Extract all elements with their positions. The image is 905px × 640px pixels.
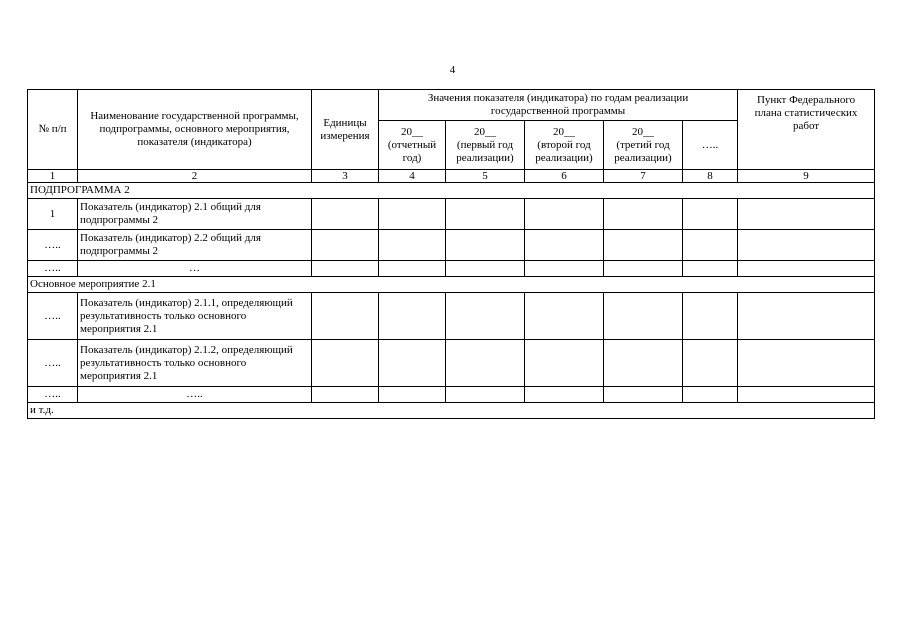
cell (683, 261, 738, 277)
cell (446, 293, 525, 340)
cell (525, 340, 604, 387)
cell (604, 293, 683, 340)
cell (379, 261, 446, 277)
table-row (28, 261, 875, 277)
cell (604, 261, 683, 277)
column-number-row (28, 170, 875, 183)
year-desc: (отчетный год) (387, 138, 437, 164)
cell (446, 261, 525, 277)
cell (604, 199, 683, 230)
table-row (28, 340, 875, 387)
year-desc: (первый год реализации) (456, 138, 514, 164)
header-num: № п/п (28, 90, 78, 170)
cell (379, 340, 446, 387)
cell (312, 199, 379, 230)
section-row (28, 183, 875, 199)
cell (738, 340, 875, 387)
header-name: Наименование государственной программы, подпрограммы, основного мероприятия, показателя (индикатора) (78, 90, 312, 170)
year-label: 20__ (632, 125, 654, 138)
cell (446, 387, 525, 403)
column-number: 6 (525, 170, 604, 183)
cell (683, 340, 738, 387)
year-label: 20__ (553, 125, 575, 138)
indicators-table (27, 89, 875, 419)
row-num: ….. (28, 261, 78, 277)
cell (604, 230, 683, 261)
table-row (28, 387, 875, 403)
cell (379, 293, 446, 340)
header-row-1 (28, 90, 875, 121)
column-number: 4 (379, 170, 446, 183)
cell (683, 293, 738, 340)
row-num: ….. (28, 293, 78, 340)
row-num: ….. (28, 387, 78, 403)
cell (312, 230, 379, 261)
column-number: 5 (446, 170, 525, 183)
cell (683, 387, 738, 403)
column-number: 7 (604, 170, 683, 183)
column-number: 1 (28, 170, 78, 183)
cell (738, 230, 875, 261)
cell (738, 261, 875, 277)
row-num: 1 (28, 199, 78, 230)
row-name: Показатель (индикатор) 2.1.2, определяющий результативность только основного мероприятия 2.1 (78, 340, 312, 387)
cell (312, 387, 379, 403)
column-number: 9 (738, 170, 875, 183)
row-name: … (78, 261, 312, 277)
row-name: ….. (78, 387, 312, 403)
row-name: Показатель (индикатор) 2.2 общий для подпрограммы 2 (78, 230, 312, 261)
section-title: ПОДПРОГРАММА 2 (28, 183, 875, 199)
section-row (28, 403, 875, 419)
row-name: Показатель (индикатор) 2.1.1, определяющий результативность только основного мероприятия 2.1 (78, 293, 312, 340)
cell (446, 340, 525, 387)
section-title: и т.д. (28, 403, 875, 419)
cell (379, 199, 446, 230)
row-name: Показатель (индикатор) 2.1 общий для подпрограммы 2 (78, 199, 312, 230)
cell (738, 199, 875, 230)
cell (525, 387, 604, 403)
cell (525, 261, 604, 277)
header-year-cell (379, 121, 446, 170)
cell (379, 387, 446, 403)
row-num: ….. (28, 340, 78, 387)
cell (312, 340, 379, 387)
cell (604, 340, 683, 387)
section-row (28, 277, 875, 293)
year-desc: (третий год реализации) (614, 138, 672, 164)
table-row (28, 293, 875, 340)
cell (525, 230, 604, 261)
table-row (28, 199, 875, 230)
header-plan-item: Пункт Федерального плана статистических работ (738, 90, 875, 170)
header-year-cell (604, 121, 683, 170)
cell (446, 230, 525, 261)
year-desc: (второй год реализации) (535, 138, 593, 164)
year-label: 20__ (474, 125, 496, 138)
cell (683, 199, 738, 230)
cell (525, 293, 604, 340)
cell (738, 293, 875, 340)
cell (379, 230, 446, 261)
cell (312, 261, 379, 277)
header-values-group: Значения показателя (индикатора) по годам реализации государственной программы (379, 90, 738, 121)
cell (312, 293, 379, 340)
cell (525, 199, 604, 230)
page-number: 4 (449, 64, 456, 76)
cell (738, 387, 875, 403)
header-year-ellipsis: ….. (683, 121, 738, 170)
header-units: Единицы измерения (312, 90, 379, 170)
year-label: 20__ (401, 125, 423, 138)
cell (683, 230, 738, 261)
row-num: ….. (28, 230, 78, 261)
cell (446, 199, 525, 230)
column-number: 3 (312, 170, 379, 183)
section-title: Основное мероприятие 2.1 (28, 277, 875, 293)
header-year-cell (446, 121, 525, 170)
column-number: 2 (78, 170, 312, 183)
table-row (28, 230, 875, 261)
cell (604, 387, 683, 403)
column-number: 8 (683, 170, 738, 183)
header-year-cell (525, 121, 604, 170)
